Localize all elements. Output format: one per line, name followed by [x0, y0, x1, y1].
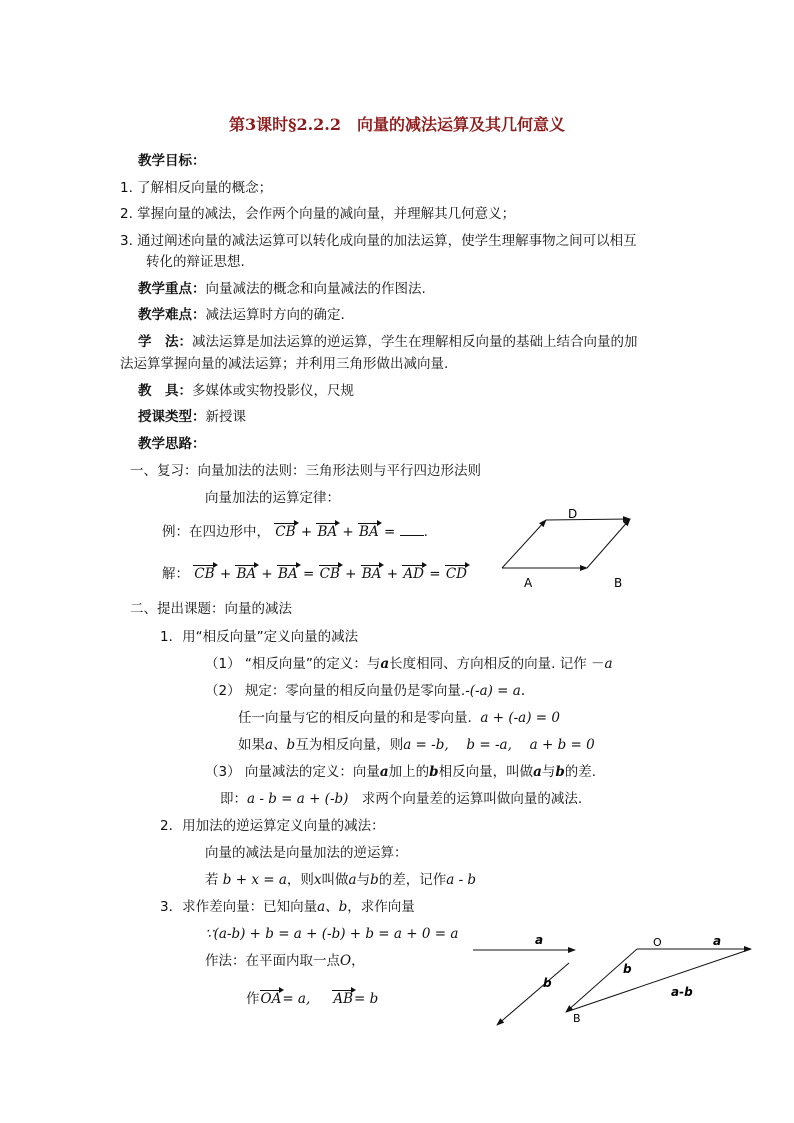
formula: a - b = a + (-b) — [247, 791, 349, 807]
method-text: 作法：在平面内取一点 — [205, 953, 340, 969]
plus-sign: + — [342, 524, 354, 540]
method-text-2: 法运算掌握向量的减法运算；并利用三角形做出减向量. — [120, 356, 449, 372]
var-b: b — [370, 872, 379, 888]
def-text: 求两个向量差的运算叫做向量的减法. — [348, 791, 583, 807]
label-o: O — [653, 936, 662, 949]
approach-label: 教学思路： — [138, 436, 206, 452]
plus-sign: + — [345, 566, 357, 582]
subsection-1: 1．用“相反向量”定义向量的减法 — [160, 629, 359, 645]
def-text: 的差. — [564, 764, 597, 780]
inv-text: ，则 — [286, 872, 314, 888]
label-a2: a — [713, 934, 722, 948]
subtraction-formula — [220, 790, 582, 808]
subtraction-figure — [465, 925, 785, 1035]
construct-text: 作 — [246, 991, 260, 1007]
rule-sum — [238, 709, 560, 727]
var-a: a — [380, 656, 390, 672]
var-x: x — [313, 872, 322, 888]
formula: a = -b, b = -a, a + b = 0 — [403, 737, 595, 753]
addition-laws: 向量加法的运算定律： — [205, 490, 340, 506]
rule-opposite-pair — [238, 736, 595, 754]
tools — [138, 382, 354, 400]
parallelogram-figure — [490, 500, 650, 595]
vec-ba: BA — [278, 566, 298, 582]
vec-cb: CB — [275, 524, 296, 540]
given-vector-b — [497, 963, 569, 1025]
tools-label: 教 具： — [138, 383, 192, 399]
example-prefix: 例：在四边形中， — [162, 524, 270, 540]
var-b: b — [555, 764, 565, 780]
label-b2: b — [623, 962, 632, 976]
subsection-3 — [160, 898, 415, 916]
item-number: （1） — [205, 656, 241, 672]
label-a: a — [535, 933, 544, 947]
plus-sign: + — [219, 566, 232, 582]
definition-opposite — [205, 655, 613, 673]
def-text: 相反向量，叫做 — [438, 764, 534, 780]
construction-steps — [246, 990, 378, 1008]
objectives-label: 教学目标： — [138, 153, 206, 169]
solution-line — [162, 565, 468, 583]
difficulty-text: 减法运算时方向的确定. — [205, 307, 345, 323]
edge-ad — [502, 520, 546, 568]
formula: b + x = a — [222, 872, 287, 888]
sub3-text: 3．求作差向量：已知向量 — [160, 899, 318, 915]
edge-top — [546, 519, 630, 520]
vec-ba: BA — [317, 524, 338, 540]
section1-heading: 一、复习：向量加法的法则：三角形法则与平行四边形法则 — [130, 463, 481, 479]
because-formula: ∵(a-b) + b = a + (-b) + b = a + 0 = a — [205, 926, 459, 942]
item-number: （3） — [205, 764, 241, 780]
label-a: A — [524, 576, 533, 590]
label-d: D — [568, 507, 578, 521]
difficulty-label: 教学难点： — [138, 307, 206, 323]
method — [138, 333, 638, 351]
difficulty — [138, 306, 345, 324]
formula: a - b — [446, 872, 477, 888]
inv-text: 的差，记作 — [378, 872, 447, 888]
var-a: a — [604, 656, 613, 672]
vec-ab: AB — [333, 991, 354, 1007]
vec-ba: BA — [361, 566, 382, 582]
formula: a + (-a) = 0 — [480, 710, 560, 726]
key-point-label: 教学重点： — [138, 281, 206, 297]
vec-cd: CD — [445, 566, 467, 582]
key-point — [138, 280, 426, 298]
definition-subtraction — [205, 763, 596, 781]
edge-bc — [587, 519, 630, 568]
construction-method — [205, 952, 365, 970]
method-label: 学 法： — [138, 334, 192, 350]
vec-ba: BA — [359, 524, 379, 540]
var-a: a — [348, 872, 357, 888]
vec-cb: CB — [319, 566, 340, 582]
vec-ad: AD — [403, 566, 424, 582]
inv-text: 叫做 — [321, 872, 349, 888]
tools-text: 多媒体或实物投影仪，尺规 — [192, 383, 354, 399]
solution-prefix: 解： — [162, 566, 189, 582]
plus-sign: + — [300, 524, 313, 540]
rule-text: 任一向量与它的相反向量的和是零向量. — [238, 710, 472, 726]
vec-oa: OA — [260, 991, 282, 1007]
inv-text: 若 — [205, 872, 219, 888]
var-a: a — [379, 764, 389, 780]
inverse-definition — [205, 871, 476, 889]
method-text-1: 减法运算是加法运算的逆运算，学生在理解相反向量的基础上结合向量的加 — [192, 334, 638, 350]
inverse-text: 向量的减法是向量加法的逆运算： — [205, 845, 408, 861]
plus-sign: + — [386, 566, 399, 582]
vector-a-minus-b — [566, 949, 751, 1012]
objective-2: 2. 掌握向量的减法，会作两个向量的减向量，并理解其几何意义； — [120, 206, 516, 222]
vec-ba: BA — [236, 566, 257, 582]
lesson-type-text: 新授课 — [205, 409, 246, 425]
definition-text-2: 长度相同、方向相反的向量. 记作 － — [389, 656, 605, 672]
var-ab: a、b — [265, 737, 296, 753]
equals-sign: = — [303, 566, 315, 582]
var-a: a — [533, 764, 542, 780]
def-text: 向量减法的定义：向量 — [244, 764, 380, 780]
definition-text: “相反向量”的定义：与 — [244, 656, 381, 672]
label-a-minus-b: a-b — [671, 985, 693, 999]
lesson-type — [138, 408, 246, 426]
inv-text: 与 — [356, 872, 371, 888]
example-line: 例：在四边形中， CB + BA + BA = . — [162, 524, 428, 540]
formula: -(-a) = a. — [465, 683, 526, 699]
sub3-text: ，求作向量 — [347, 899, 415, 915]
objective-3-cont: 转化的辩证思想. — [146, 254, 245, 270]
lesson-type-label: 授课类型： — [138, 409, 206, 425]
rule-text-2: 互为相反向量，则 — [295, 737, 404, 753]
label-b: b — [543, 976, 552, 990]
var-b: b — [429, 764, 439, 780]
equals-sign: = — [429, 566, 441, 582]
def-text: 与 — [541, 764, 556, 780]
rule-text: 规定：零向量的相反向量仍是零向量. — [244, 683, 466, 699]
rule-zero — [205, 682, 525, 700]
plus-sign: + — [261, 566, 273, 582]
label-b: B — [614, 576, 623, 590]
label-point-b: B — [573, 1012, 581, 1025]
method-text: ， — [351, 953, 365, 969]
vec-cb: CB — [194, 566, 215, 582]
answer-blank — [400, 523, 424, 536]
point-o: O — [340, 953, 352, 969]
formula: = a, — [282, 991, 324, 1007]
objective-3: 3. 通过阐述向量的减法运算可以转化成向量的加法运算，使学生理解事物之间可以相互 — [120, 233, 637, 249]
section2-heading: 二、提出课题：向量的减法 — [130, 601, 292, 617]
def-text: 加上的 — [388, 764, 430, 780]
var-ab: a、b — [317, 899, 348, 915]
subsection-2: 2．用加法的逆运算定义向量的减法： — [160, 818, 385, 834]
item-number: （2） — [205, 683, 241, 699]
formula: = b — [354, 991, 379, 1007]
prefix: 即： — [220, 791, 247, 807]
objective-1: 1. 了解相反向量的概念； — [120, 180, 273, 196]
equals-sign: = — [384, 524, 396, 540]
page-title: 第3课时§2.2.2 向量的减法运算及其几何意义 — [228, 115, 566, 134]
rule-text: 如果 — [238, 737, 265, 753]
vector-ob — [566, 949, 637, 1012]
key-point-text: 向量减法的概念和向量减法的作图法. — [205, 281, 426, 297]
